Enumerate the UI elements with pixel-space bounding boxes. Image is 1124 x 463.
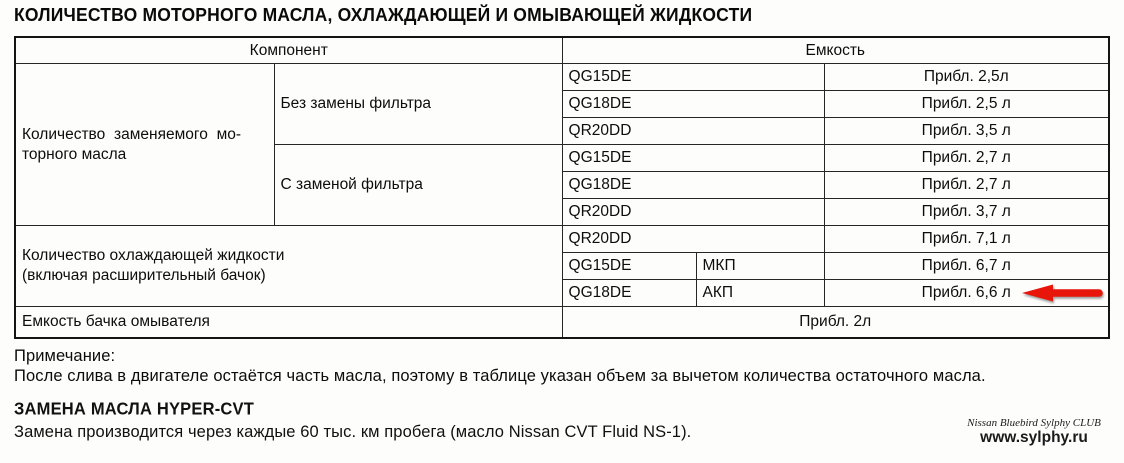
cvt-section-body: Замена производится через каждые 60 тыс. км пробега (масло Nissan CVT Fluid NS-1). [14, 423, 692, 441]
table-row [15, 64, 1109, 91]
engine-cell: QR20DD [562, 118, 824, 145]
engine-cell: QR20DD [562, 199, 824, 226]
table-row [15, 226, 1109, 253]
header-capacity: Емкость [562, 37, 1109, 64]
cvt-section-heading: ЗАМЕНА МАСЛА HYPER-CVT [14, 400, 254, 419]
capacity-cell: Прибл. 6,7 л [824, 253, 1109, 280]
washer-label: Емкость бачка омывателя [15, 307, 562, 339]
capacity-value: Прибл. 6,6 л [921, 284, 1011, 301]
capacity-cell: Прибл. 3,5 л [824, 118, 1109, 145]
capacity-cell-highlighted [824, 280, 1109, 307]
coolant-label-line1: Количество охлаждающей жидкости [22, 247, 285, 264]
engine-cell: QG18DE [562, 91, 824, 118]
oil-label-line1: Количество заменяемого мо- [22, 125, 242, 143]
transmission-cell: МКП [696, 253, 824, 280]
filter-group-without: Без замены фильтра [274, 64, 562, 145]
engine-cell: QG18DE [562, 280, 696, 307]
washer-capacity-cell: Прибл. 2л [562, 307, 1109, 339]
coolant-section-label [15, 226, 562, 307]
note-body: После слива в двигателе остаётся часть масла, поэтому в таблице указан объем за вычетом количества остаточного масла. [14, 366, 986, 385]
oil-label-line2: торного масла [22, 145, 127, 163]
capacity-cell: Прибл. 2,5л [824, 64, 1109, 91]
page-title: КОЛИЧЕСТВО МОТОРНОГО МАСЛА, ОХЛАЖДАЮЩЕЙ И ОМЫВАЮЩЕЙ ЖИДКОСТИ [14, 4, 753, 25]
table-header-row [15, 37, 1109, 64]
watermark-site-url: www.sylphy.ru [980, 429, 1088, 446]
engine-cell: QG15DE [562, 64, 824, 91]
red-left-arrow-icon [1020, 283, 1108, 303]
watermark [948, 416, 1120, 445]
capacity-cell: Прибл. 2,5 л [824, 91, 1109, 118]
engine-cell: QG18DE [562, 172, 824, 199]
fluid-capacity-table [14, 36, 1110, 339]
capacity-cell: Прибл. 2,7 л [824, 172, 1109, 199]
oil-section-label [15, 64, 274, 226]
watermark-club-name: Nissan Bluebird Sylphy CLUB [967, 417, 1101, 429]
capacity-cell: Прибл. 2,7 л [824, 145, 1109, 172]
engine-cell: QG15DE [562, 145, 824, 172]
capacity-cell: Прибл. 7,1 л [824, 226, 1109, 253]
note-block [14, 347, 986, 386]
engine-cell: QG15DE [562, 253, 696, 280]
transmission-cell: АКП [696, 280, 824, 307]
table-row [15, 307, 1109, 339]
note-heading: Примечание: [14, 347, 116, 365]
header-component: Компонент [15, 37, 562, 64]
capacity-cell: Прибл. 3,7 л [824, 199, 1109, 226]
engine-cell: QR20DD [562, 226, 824, 253]
coolant-label-line2: (включая расширительный бачок) [22, 267, 266, 284]
filter-group-with: С заменой фильтра [274, 145, 562, 226]
